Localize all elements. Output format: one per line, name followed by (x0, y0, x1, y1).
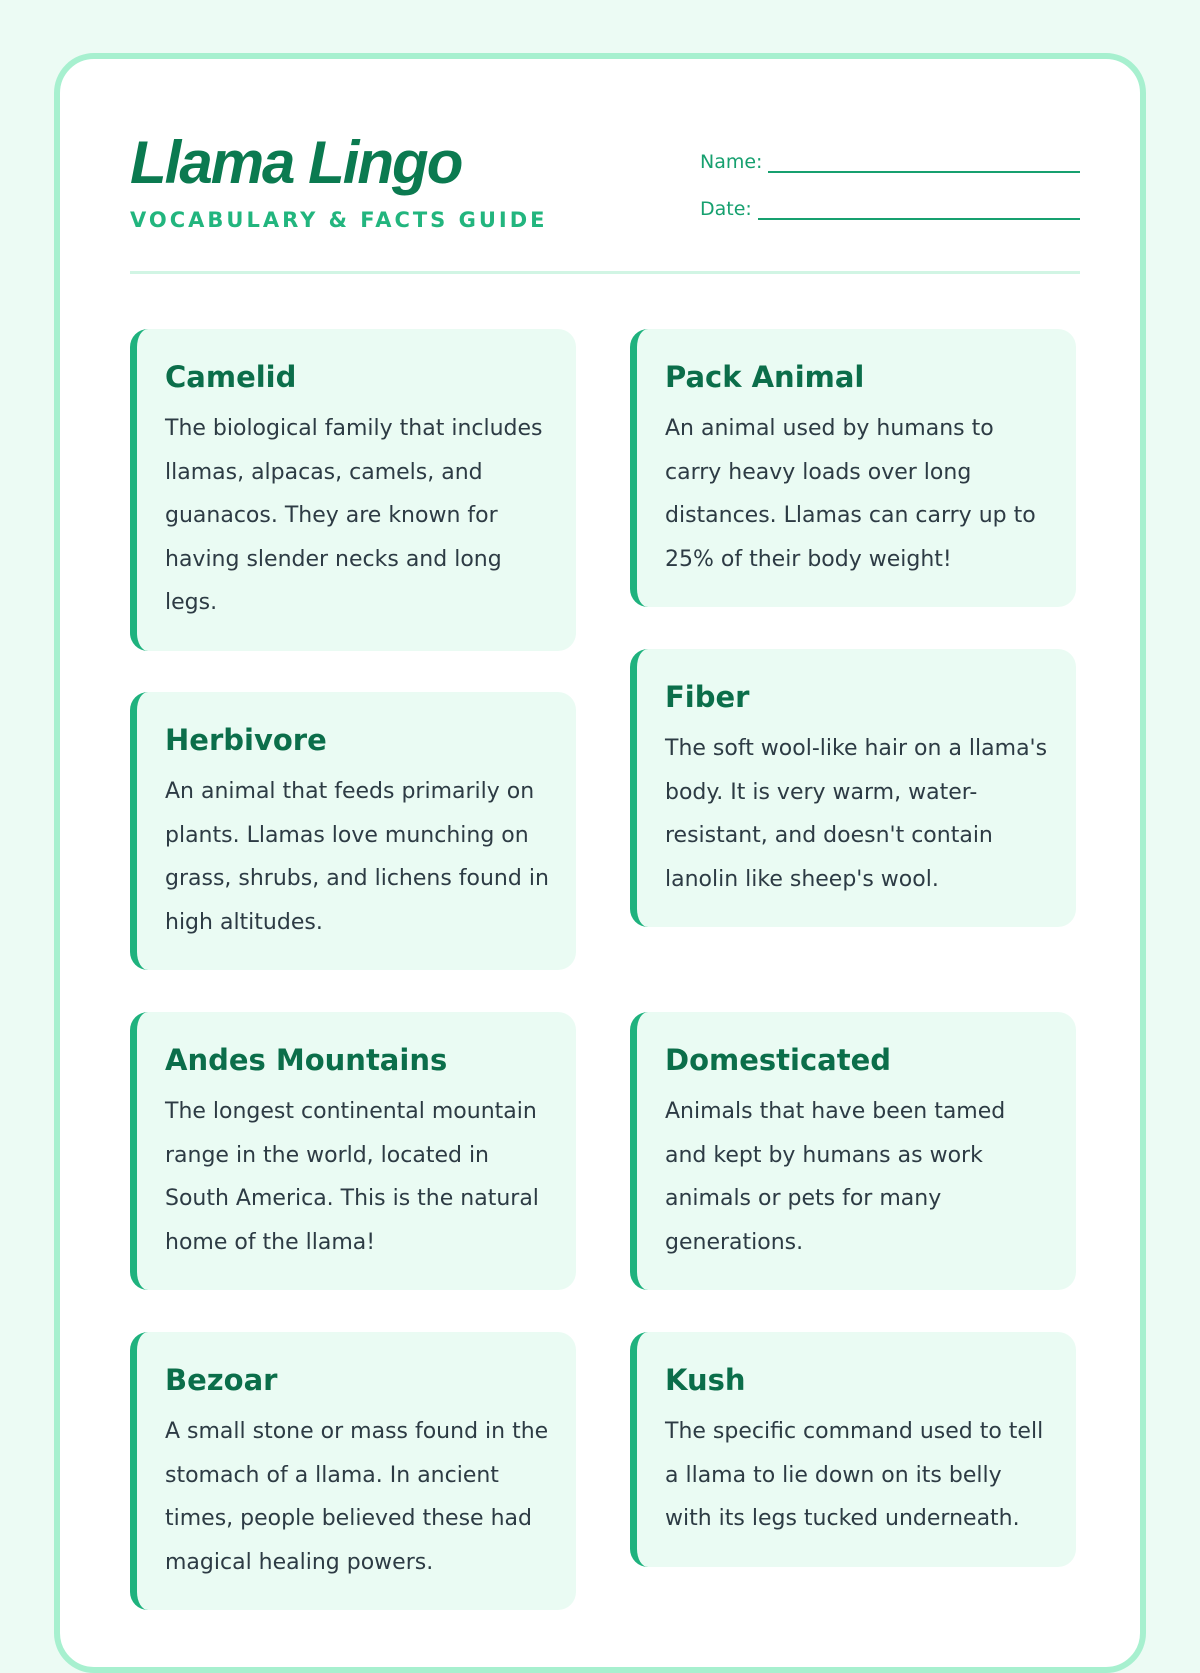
name-field (700, 145, 1080, 173)
worksheet-page (54, 53, 1146, 1673)
vocab-definition: The specific command used to tell a llama to lie down on its belly with its legs tucked underneath. (665, 1419, 1044, 1531)
vocab-term: Pack Animal (665, 360, 865, 394)
vocab-card-herbivore (130, 692, 576, 970)
vocab-definition: An animal that feeds primarily on plants. Llamas love munching on grass, shrubs, and lichens found in high altitudes. (165, 779, 549, 935)
date-label: Date: (700, 198, 752, 220)
vocab-card-domesticated (630, 1012, 1076, 1290)
vocab-card-bezoar (130, 1332, 576, 1610)
vocab-term: Kush (665, 1363, 746, 1397)
vocab-term: Camelid (165, 360, 297, 394)
vocab-card-pack-animal (630, 329, 1076, 607)
page-subtitle: VOCABULARY & FACTS GUIDE (130, 208, 548, 232)
vocab-term: Bezoar (165, 1363, 278, 1397)
vocab-term: Andes Mountains (165, 1043, 448, 1077)
vocab-definition: Animals that have been tamed and kept by humans as work animals or pets for many generations. (665, 1099, 1006, 1255)
vocab-term: Fiber (665, 680, 750, 714)
name-label: Name: (700, 151, 763, 173)
vocab-definition: A small stone or mass found in the stomach of a llama. In ancient times, people believed these had magical healing powers. (165, 1419, 549, 1575)
vocab-definition: The biological family that includes llamas, alpacas, camels, and guanacos. They are known for having slender necks and long legs. (165, 416, 543, 615)
vocab-definition: The longest continental mountain range in the world, located in South America. This is the natural home of the llama! (165, 1099, 539, 1255)
student-info-fields (700, 145, 1080, 239)
date-blank-line (758, 200, 1080, 220)
vocab-definition: The soft wool-like hair on a llama's body. It is very warm, water-resistant, and doesn't contain lanolin like sheep's wool. (665, 736, 1048, 892)
vocab-card-andes-mountains (130, 1012, 576, 1290)
date-field (700, 192, 1080, 220)
vocab-card-fiber (630, 649, 1076, 927)
vocab-card-camelid (130, 329, 576, 651)
vocab-card-kush (630, 1332, 1076, 1567)
worksheet-header (130, 127, 1080, 277)
vocab-term: Herbivore (165, 723, 327, 757)
header-divider (130, 271, 1080, 274)
vocab-definition: An animal used by humans to carry heavy loads over long distances. Llamas can carry up to 25% of their body weight! (665, 416, 1036, 572)
name-blank-line (768, 153, 1080, 173)
page-title: Llama Lingo (130, 129, 462, 196)
vocab-term: Domesticated (665, 1043, 891, 1077)
